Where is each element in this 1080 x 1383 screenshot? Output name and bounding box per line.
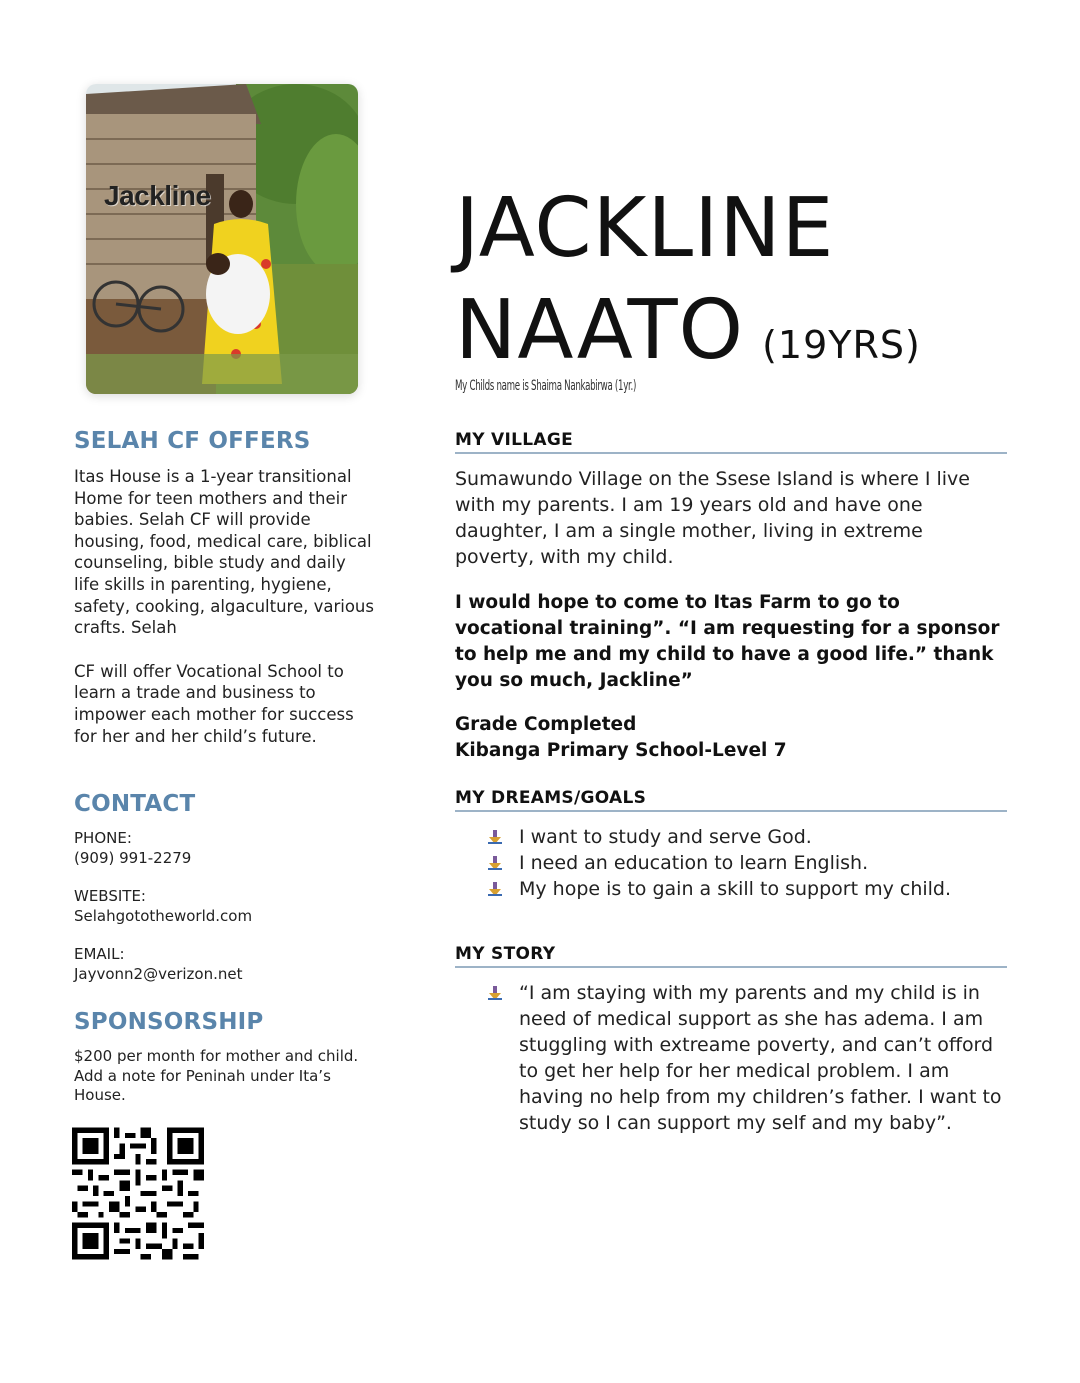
photo-scene bbox=[86, 84, 358, 394]
story-text: “I am staying with my parents and my child is in need of medical support as she has adema. I am stuggling with extreame poverty, and can’t offord to get her help for her medical problem. I am having no help from my children’s father. I want to study so I can support my self and my baby”. bbox=[519, 982, 1002, 1134]
list-item bbox=[487, 876, 1007, 902]
arrow-down-bullet-icon bbox=[487, 855, 503, 871]
list-item bbox=[487, 850, 1007, 876]
offers-paragraph-2: CF will offer Vocational School to learn a trade and business to impower each mother for success for her and her child’s future. bbox=[74, 661, 354, 746]
offers-title: SELAH CF OFFERS bbox=[74, 428, 311, 454]
arrow-down-bullet-icon bbox=[487, 881, 503, 897]
list-item bbox=[487, 824, 1007, 850]
dream-item-1: I want to study and serve God. bbox=[519, 826, 812, 848]
first-name: JACKLINE bbox=[455, 181, 835, 276]
email-label: EMAIL: bbox=[74, 945, 125, 963]
child-note: My Childs name is Shaima Nankabirwa (1yr.) bbox=[455, 378, 637, 394]
website-link[interactable]: Selahgototheworld.com bbox=[74, 906, 253, 925]
phone-value[interactable]: (909) 991-2279 bbox=[74, 848, 192, 867]
village-quote: I would hope to come to Itas Farm to go to vocational training”. “I am requesting for a sponsor to help me and my child to have a good life.” thank you so much, Jackline” bbox=[455, 592, 1000, 691]
dreams-section bbox=[455, 788, 1007, 902]
dream-item-3: My hope is to gain a skill to support my child. bbox=[519, 878, 952, 900]
last-name: NAATO bbox=[455, 283, 745, 378]
village-text: Sumawundo Village on the Ssese Island is where I live with my parents. I am 19 years old and have one daughter, I am a single mother, living in extreme poverty, with my child. bbox=[455, 468, 970, 568]
list-item bbox=[487, 980, 1007, 1136]
dream-item-2: I need an education to learn English. bbox=[519, 852, 869, 874]
village-section bbox=[455, 430, 1007, 764]
photo-caption: Jackline bbox=[104, 180, 211, 211]
sponsorship-title: SPONSORSHIP bbox=[74, 1009, 264, 1035]
story-section bbox=[455, 944, 1007, 1136]
website-label: WEBSITE: bbox=[74, 887, 146, 905]
offers-section bbox=[74, 428, 374, 747]
contact-section bbox=[74, 791, 374, 984]
grade-label: Grade Completed bbox=[455, 714, 637, 735]
grade-value: Kibanga Primary School-Level 7 bbox=[455, 740, 787, 761]
sponsorship-text: $200 per month for mother and child. Add a note for Peninah under Ita’s House. bbox=[74, 1047, 359, 1104]
sponsorship-section bbox=[74, 1009, 374, 1106]
arrow-down-bullet-icon bbox=[487, 985, 503, 1001]
age-label: (19YRS) bbox=[762, 323, 921, 367]
phone-label: PHONE: bbox=[74, 829, 132, 847]
story-list bbox=[455, 980, 1007, 1136]
profile-photo bbox=[86, 84, 358, 394]
qr-code-icon[interactable] bbox=[72, 1126, 204, 1261]
dreams-list bbox=[455, 824, 1007, 902]
arrow-down-bullet-icon bbox=[487, 829, 503, 845]
email-link[interactable]: Jayvonn2@verizon.net bbox=[74, 964, 243, 983]
village-heading: MY VILLAGE bbox=[455, 430, 1007, 454]
page-title bbox=[455, 178, 921, 396]
story-heading: MY STORY bbox=[455, 944, 1007, 968]
offers-paragraph-1: Itas House is a 1-year transitional Home for teen mothers and their babies. Selah CF will provide housing, food, medical care, biblical counseling, bible study and daily life skills in parenting, hygiene, safety, cooking, algaculture, various crafts. Selah bbox=[74, 467, 374, 638]
contact-title: CONTACT bbox=[74, 791, 196, 817]
dreams-heading: MY DREAMS/GOALS bbox=[455, 788, 1007, 812]
